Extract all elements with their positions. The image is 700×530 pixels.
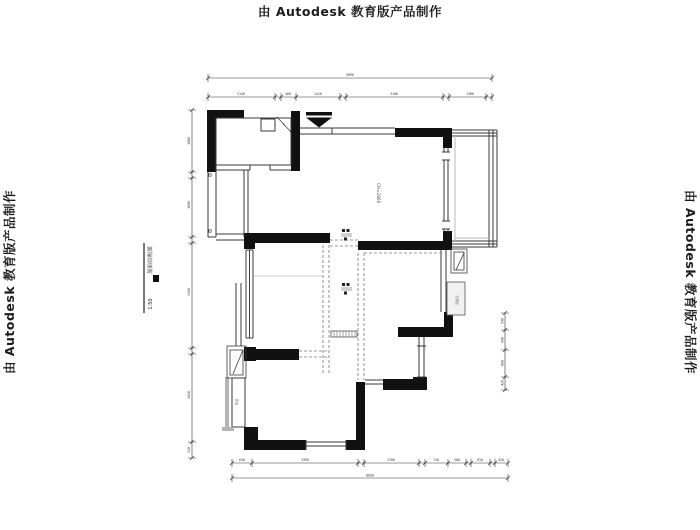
title-mark — [153, 275, 159, 282]
dim-bottom-seg: 3390 — [301, 458, 309, 462]
dim-top-seg: 3100 — [390, 92, 398, 96]
dim-top-seg: 1380 — [466, 92, 474, 96]
drawing-title: 原始结构图 — [148, 246, 154, 274]
dim-right-seg: 640 — [500, 337, 505, 343]
dimension-lines — [188, 74, 510, 482]
dim-top-seg: 1410 — [314, 92, 322, 96]
ac-label: 空调位 — [455, 295, 459, 305]
dim-bottom-seg: 610 — [477, 458, 483, 462]
dim-right-seg: 540 — [500, 318, 505, 324]
dim-top-total: 9090 — [346, 73, 354, 77]
dim-top-seg: 480 — [285, 92, 291, 96]
walls-demolition — [299, 240, 441, 380]
dim-left-seg: 3360 — [187, 288, 191, 296]
dim-bottom-seg: 580 — [454, 458, 460, 462]
dim-left-seg: 2820 — [187, 391, 191, 399]
dim-bottom-seg: 420 — [498, 458, 504, 462]
dim-right-seg: 860 — [500, 360, 505, 366]
dim-left-seg: 1980 — [187, 137, 191, 145]
dim-bottom-seg: 1760 — [387, 458, 395, 462]
title-block — [144, 243, 159, 313]
entry-arrow-icon — [306, 112, 332, 128]
dim-left-seg: 1890 — [187, 201, 191, 209]
dim-bottom-seg: 740 — [433, 458, 439, 462]
watermark-left: 由 Autodesk 教育版产品制作 — [2, 189, 17, 375]
ac-platform — [447, 282, 465, 315]
drawing-scale: 1:50 — [148, 298, 154, 310]
level-marker — [341, 229, 352, 295]
threshold — [331, 331, 357, 337]
walls-structural — [207, 110, 453, 450]
watermark-right: 由 Autodesk 教育版产品制作 — [683, 189, 698, 375]
watermark-top: 由 Autodesk 教育版产品制作 — [257, 4, 443, 19]
dim-right-seg: 420 — [500, 380, 505, 386]
dim-bottom-seg: 640 — [239, 458, 245, 462]
dim-bottom-total: 8830 — [366, 473, 374, 478]
ceiling-height-label: CH=2860 — [376, 183, 381, 204]
flue-label: 烟道 — [235, 398, 239, 406]
dim-top-seg: 2140 — [237, 92, 245, 96]
dim-left-seg: 510 — [187, 447, 191, 453]
